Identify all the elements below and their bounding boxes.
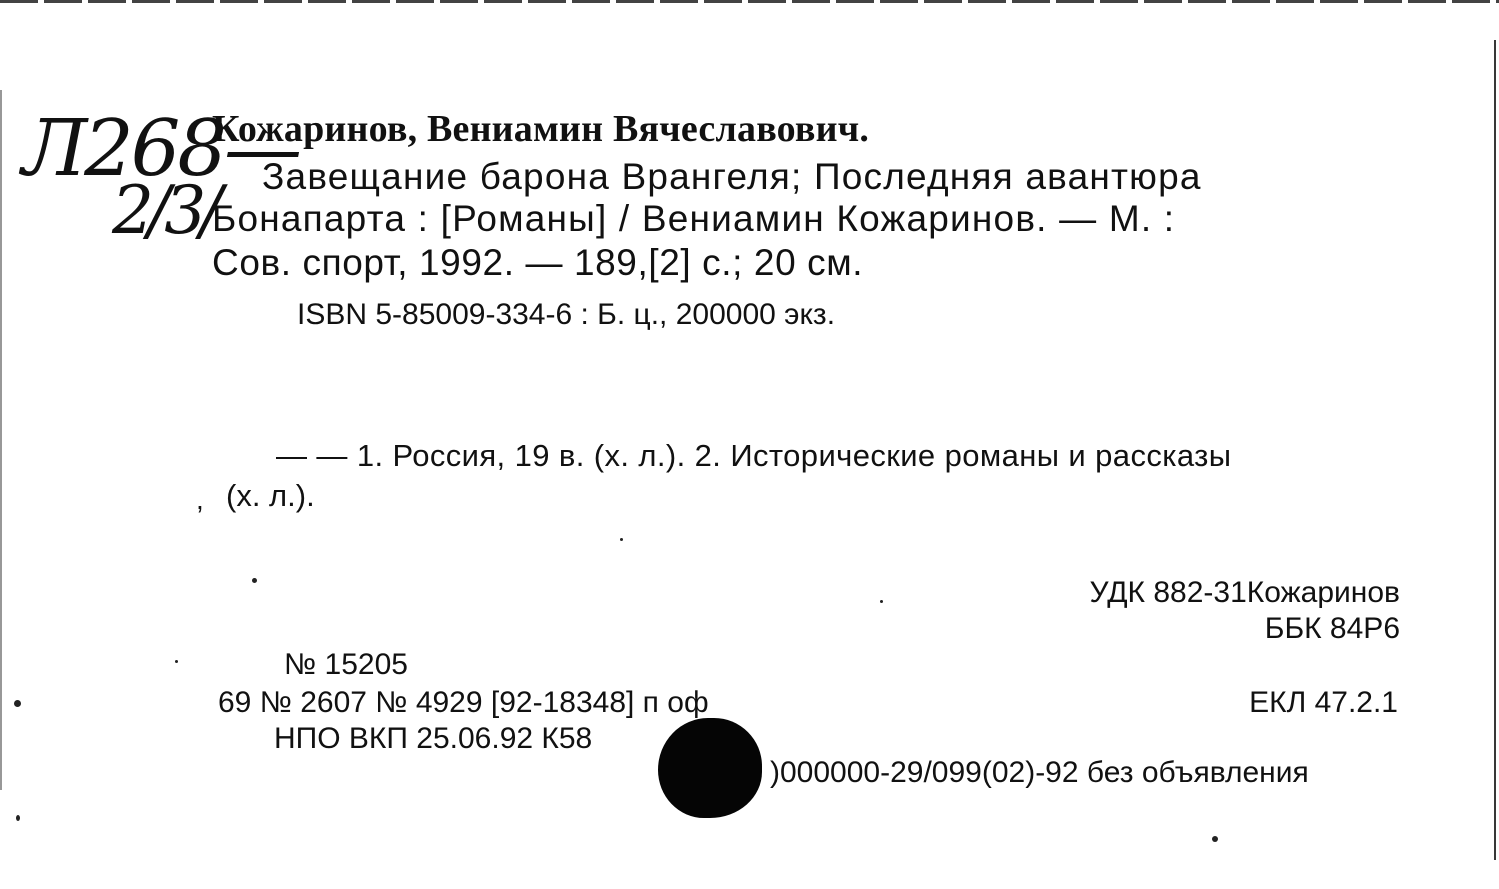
- npo-line: НПО ВКП 25.06.92 К58: [274, 722, 593, 755]
- scan-edge-right: [1494, 40, 1496, 860]
- scan-speck: [252, 578, 257, 583]
- scan-speck: [14, 700, 21, 707]
- scan-edge-left: [0, 90, 2, 790]
- description-line-2: Бонапарта : [Романы] / Вениамин Кожаринов. — М. :: [212, 198, 1176, 239]
- subjects-line-2: (х. л.).: [226, 478, 315, 513]
- description-line-1: Завещание барона Врангеля; Последняя авантюра: [262, 156, 1202, 197]
- subjects-line-1: — — 1. Россия, 19 в. (х. л.). 2. Исторические романы и рассказы: [276, 438, 1232, 473]
- stray-comma: ,: [196, 484, 204, 515]
- card-number: № 15205: [284, 648, 408, 681]
- scan-speck: [880, 600, 883, 603]
- isbn-line: ISBN 5-85009-334-6 : Б. ц., 200000 экз.: [297, 298, 836, 331]
- ekl-classification: ЕКЛ 47.2.1: [1249, 686, 1398, 719]
- scan-speck: [175, 660, 178, 663]
- bbk-classification: ББК 84Р6: [1264, 612, 1400, 645]
- description-line-3: Сов. спорт, 1992. — 189,[2] с.; 20 см.: [212, 242, 864, 283]
- scan-speck: [620, 538, 623, 541]
- handwritten-shelfmark-line1: Л268—: [22, 104, 299, 194]
- author-heading: Кожаринов, Вениамин Вячеславович.: [212, 108, 870, 150]
- scan-edge-top: [0, 0, 1499, 3]
- handwritten-shelfmark-line2: 2/3/: [112, 172, 217, 249]
- registry-line: 69 № 2607 № 4929 [92-18348] п оф: [218, 686, 709, 719]
- scan-speck: [1212, 836, 1218, 842]
- udk-classification: УДК 882-31Кожаринов: [1089, 576, 1400, 609]
- scan-speck: [16, 815, 20, 821]
- publication-code-line: )000000-29/099(02)-92 без объявления: [770, 756, 1309, 789]
- punch-hole: [658, 718, 762, 818]
